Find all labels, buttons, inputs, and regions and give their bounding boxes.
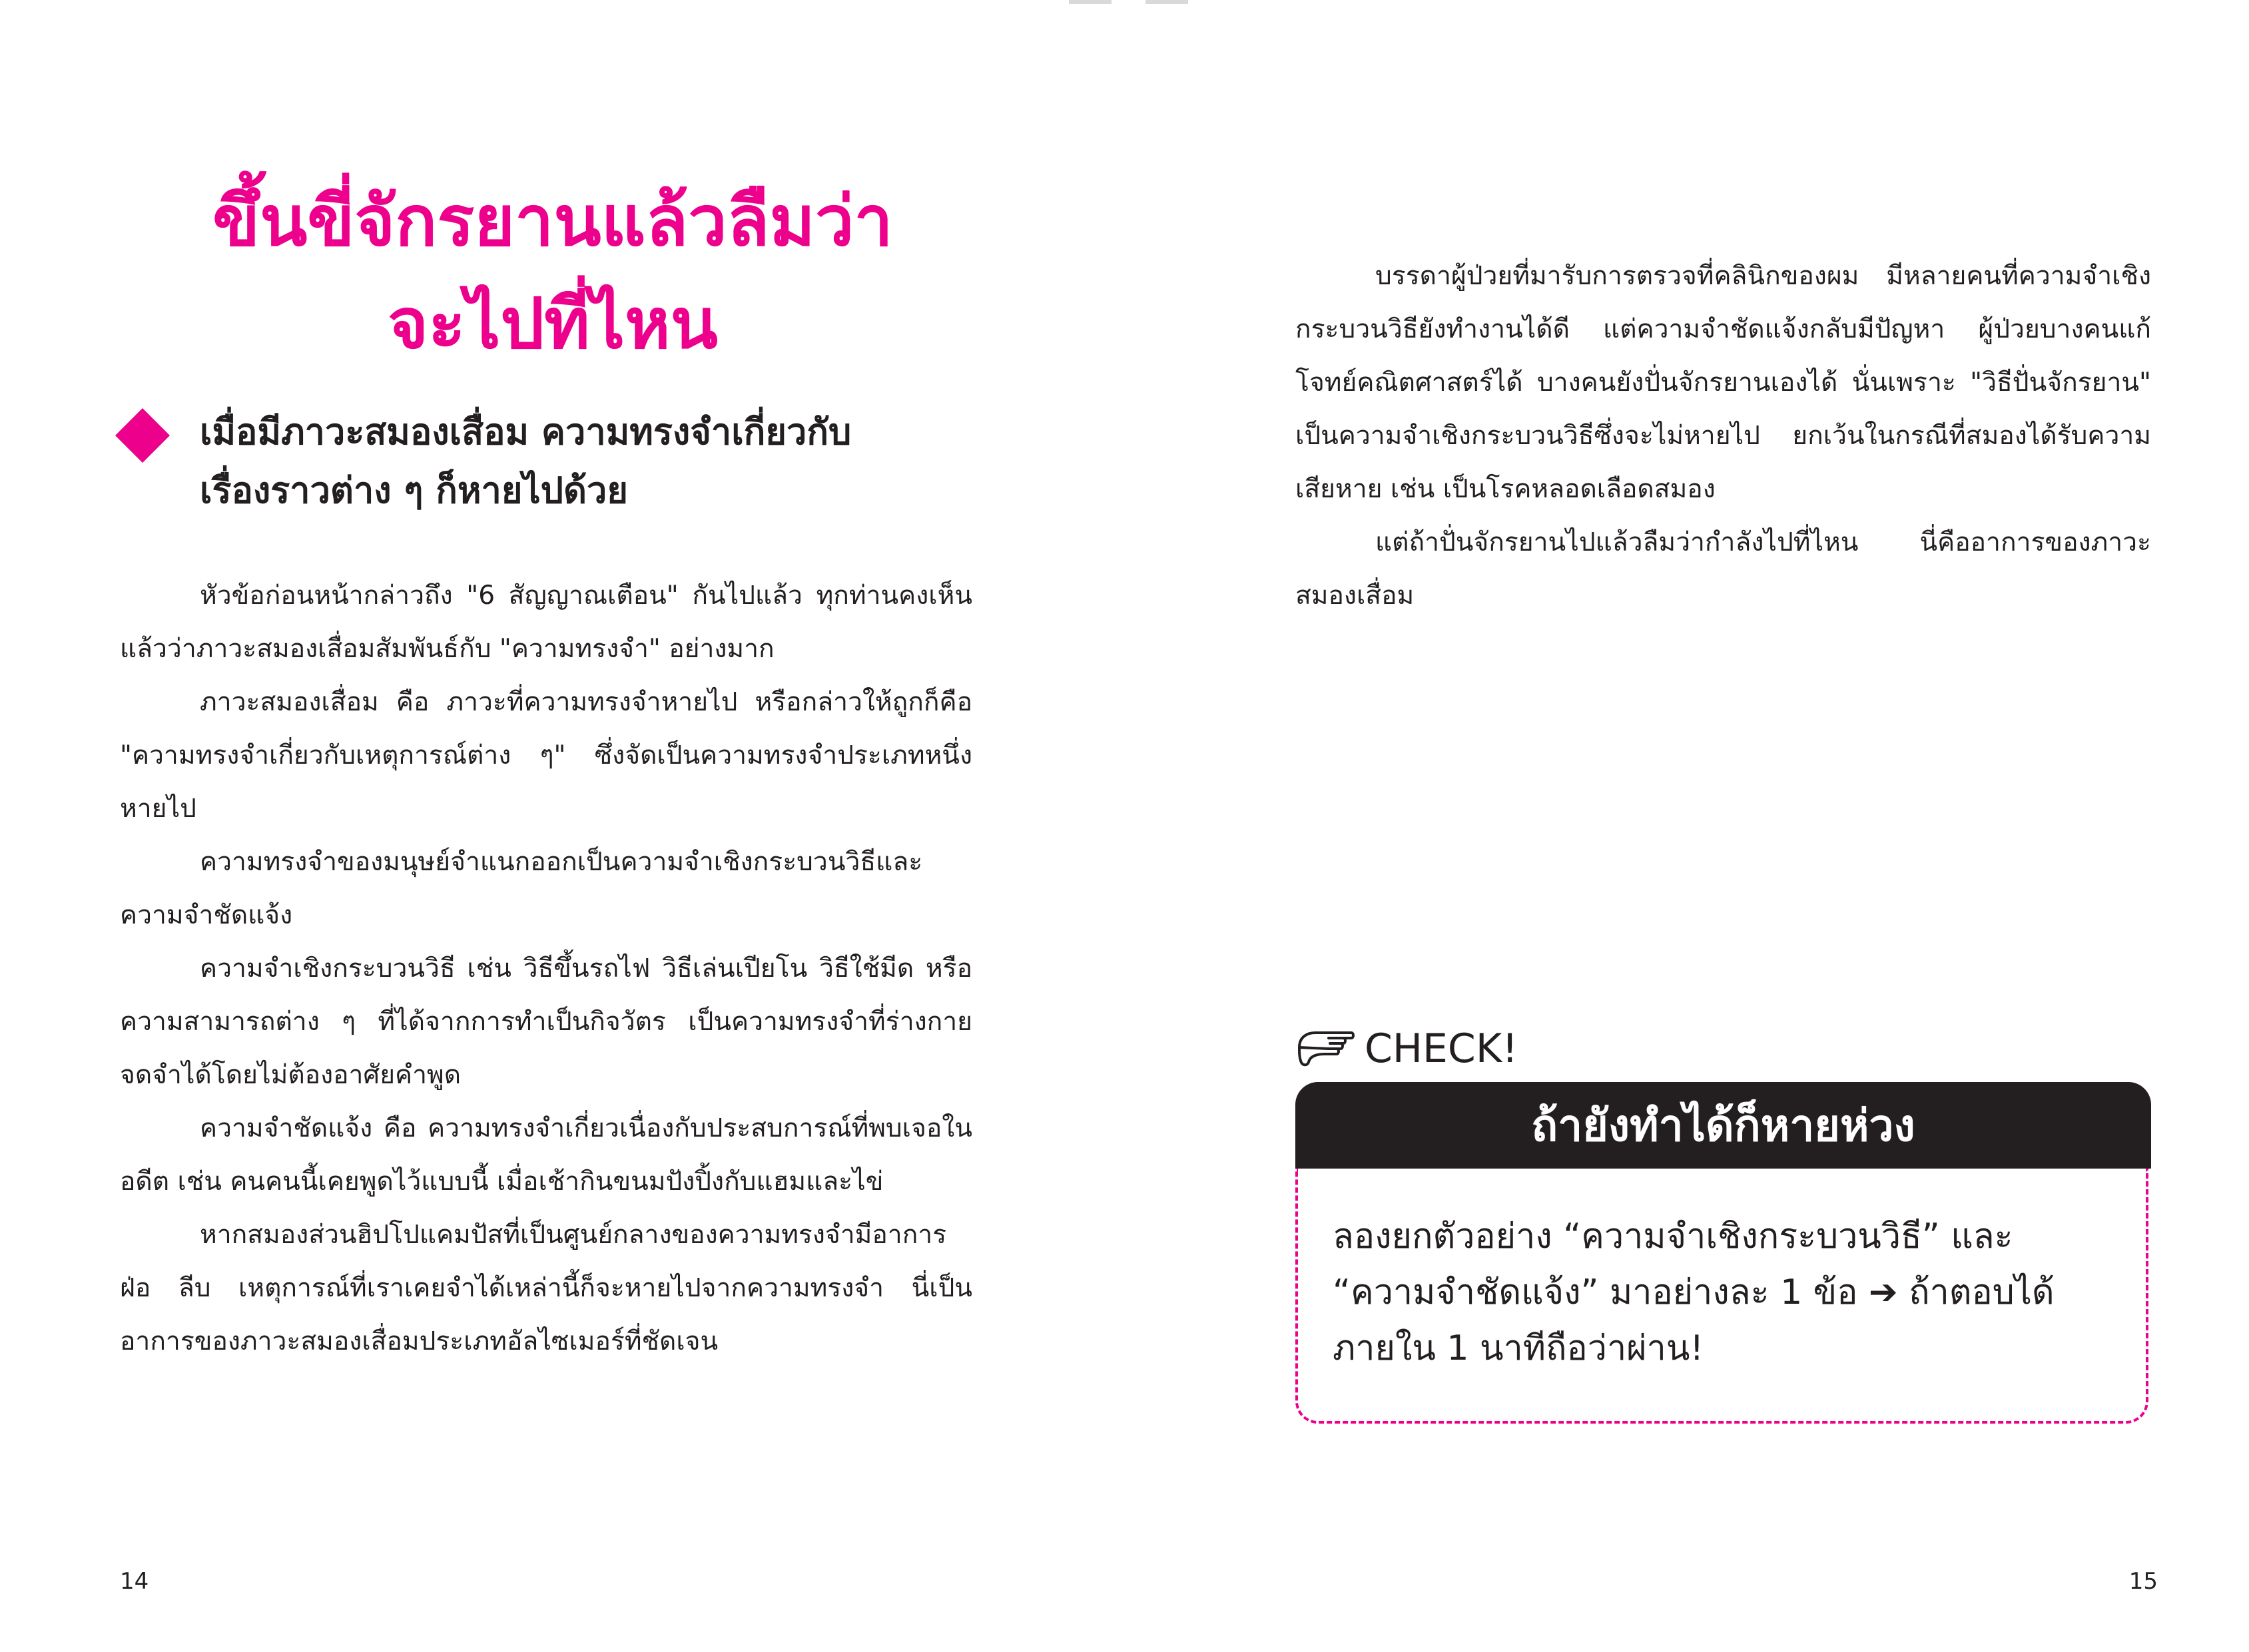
page-title xyxy=(120,170,986,375)
paragraph: แต่ถ้าปั่นจักรยานไปแล้วลืมว่ากำลังไปที่ไหน นี่คืออาการของภาวะสมองเสื่อม xyxy=(1295,527,2151,611)
page-number-left: 14 xyxy=(120,1568,149,1595)
page-title-line-1: ขึ้นขี่จักรยานแล้วลืมว่า xyxy=(212,180,893,262)
paragraph: หากสมองส่วนฮิปโปแคมปัสที่เป็นศูนย์กลางของความทรงจำมีอาการฝ่อ ลีบ เหตุการณ์ที่เราเคยจำได้เหล่านี้ก็จะหายไปจากความทรงจำ นี่เป็นอาการของภาวะสมองเสื่อมประเภทอัลไซเมอร์ที่ชัดเจน xyxy=(120,1220,972,1356)
check-box-header: ถ้ายังทำได้ก็หายห่วง xyxy=(1295,1082,2151,1169)
diamond-bullet-icon xyxy=(115,408,170,463)
pointing-hand-icon xyxy=(1295,1027,1355,1070)
page-number-right: 15 xyxy=(2128,1568,2158,1595)
section-subheading xyxy=(200,403,1032,520)
check-label-text: CHECK! xyxy=(1365,1025,1518,1072)
right-body-text xyxy=(1295,250,2151,623)
check-box xyxy=(1295,1082,2151,1425)
paragraph: หัวข้อก่อนหน้ากล่าวถึง "6 สัญญาณเตือน" กันไปแล้ว ทุกท่านคงเห็นแล้วว่าภาวะสมองเสื่อมสัมพันธ์กับ "ความทรงจำ" อย่างมาก xyxy=(120,581,972,664)
top-crop-mark-left xyxy=(1069,0,1112,4)
left-body-text xyxy=(120,569,972,1368)
paragraph: ภาวะสมองเสื่อม คือ ภาวะที่ความทรงจำหายไป หรือกล่าวให้ถูกก็คือ "ความทรงจำเกี่ยวกับเหตุการณ์ต่าง ๆ" ซึ่งจัดเป็นความทรงจำประเภทหนึ่งหายไป xyxy=(120,687,972,824)
page-title-line-2: จะไปที่ไหน xyxy=(388,283,718,364)
subheading-line-2: เรื่องราวต่าง ๆ ก็หายไปด้วย xyxy=(200,469,628,511)
top-crop-mark-right xyxy=(1145,0,1188,4)
check-box-body xyxy=(1295,1169,2148,1424)
paragraph: ความจำเชิงกระบวนวิธี เช่น วิธีขึ้นรถไฟ วิธีเล่นเปียโน วิธีใช้มีด หรือความสามารถต่าง ๆ ที่ได้จากการทำเป็นกิจวัตร เป็นความทรงจำที่ร่างกายจดจำได้โดยไม่ต้องอาศัยคำพูด xyxy=(120,954,972,1090)
check-label xyxy=(1295,1019,1518,1079)
paragraph: ความทรงจำของมนุษย์จำแนกออกเป็นความจำเชิงกระบวนวิธีและความจำชัดแจ้ง xyxy=(120,847,923,930)
paragraph: บรรดาผู้ป่วยที่มารับการตรวจที่คลินิกของผม มีหลายคนที่ความจำเชิงกระบวนวิธียังทำงานได้ดี แต่ความจำชัดแจ้งกลับมีปัญหา ผู้ป่วยบางคนแก้โจทย์คณิตศาสตร์ได้ บางคนยังปั่นจักรยานเองได้ นั่นเพราะ "วิธีปั่นจักรยาน" เป็นความจำเชิงกระบวนวิธีซึ่งจะไม่หายไป ยกเว้นในกรณีที่สมองได้รับความเสียหาย เช่น เป็นโรคหลอดเลือดสมอง xyxy=(1295,261,2151,504)
paragraph: ความจำชัดแจ้ง คือ ความทรงจำเกี่ยวเนื่องกับประสบการณ์ที่พบเจอในอดีต เช่น คนคนนี้เคยพูดไว้แบบนี้ เมื่อเช้ากินขนมปังปิ้งกับแฮมและไข่ xyxy=(120,1113,972,1197)
check-box-text: ลองยกตัวอย่าง “ความจำเชิงกระบวนวิธี” และ “ความจำชัดแจ้ง” มาอย่างละ 1 ข้อ ➔ ถ้าตอบได้ภายใน 1 นาทีถือว่าผ่าน! xyxy=(1333,1217,2055,1368)
subheading-line-1: เมื่อมีภาวะสมองเสื่อม ความทรงจำเกี่ยวกับ xyxy=(200,411,852,453)
